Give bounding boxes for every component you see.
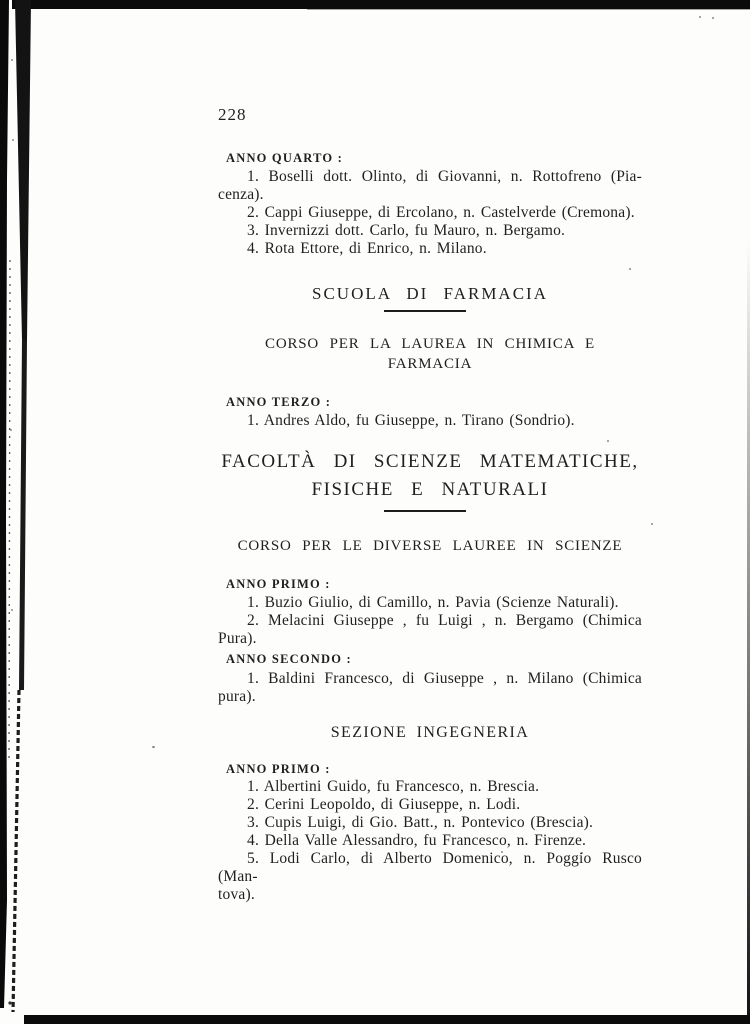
- year-label-anno-quarto: ANNO QUARTO :: [226, 151, 344, 165]
- section-divider: [384, 510, 466, 512]
- faculty-heading: [218, 448, 642, 504]
- entry-line: 1. Andres Aldo, fu Giuseppe, n. Tirano (Sondrio).: [247, 412, 575, 429]
- page-number: 228: [218, 105, 247, 124]
- entry-line: 4. Rota Ettore, di Enrico, n. Milano.: [247, 240, 487, 257]
- scan-speck: [712, 17, 714, 19]
- page-content: [218, 0, 642, 904]
- entry-line: 3. Invernizzi dott. Carlo, fu Mauro, n. Bergamo.: [247, 222, 566, 239]
- entry-line: 1. Albertini Guido, fu Francesco, n. Brescia.: [247, 778, 540, 795]
- entry-line: Pura).: [218, 630, 257, 647]
- entry-line: 1. Buzio Giulio, di Camillo, n. Pavia (Scienze Naturali).: [247, 594, 619, 611]
- entry-line: tova).: [218, 886, 255, 903]
- entry-line: 5. Lodi Carlo, di Alberto Domenico, n. Poggio Rusco (Man-: [218, 850, 642, 885]
- faculty-heading-line1: FACOLTÀ DI SCIENZE MATEMATICHE,: [221, 451, 639, 472]
- scan-edge-bottom: [24, 1015, 750, 1024]
- entry-line: 1. Boselli dott. Olinto, di Giovanni, n. Rottofreno (Pia-: [247, 168, 642, 185]
- year-label-anno-terzo: ANNO TERZO :: [226, 395, 332, 409]
- scan-speck: [699, 16, 701, 18]
- entry-line: 3. Cupis Luigi, di Gio. Batt., n. Pontevico (Brescia).: [247, 814, 594, 831]
- faculty-heading-line2: FISICHE E NATURALI: [311, 479, 549, 500]
- scan-speck: [651, 523, 653, 525]
- entry-line: 2. Melacini Giuseppe , fu Luigi , n. Bergamo (Chimica: [247, 612, 642, 629]
- entry-line: 2. Cerini Leopoldo, di Giuseppe, n. Lodi.: [247, 796, 521, 813]
- entry-line: 2. Cappi Giuseppe, di Ercolano, n. Castelverde (Cremona).: [247, 204, 635, 221]
- year-label-anno-secondo: ANNO SECONDO :: [226, 652, 352, 666]
- year-label-anno-primo-ingegneria: ANNO PRIMO :: [226, 762, 331, 776]
- scan-binding-edge: [0, 0, 46, 1024]
- course-heading: CORSO PER LE DIVERSE LAUREE IN SCIENZE: [237, 538, 623, 554]
- year-label-anno-primo-scienze: ANNO PRIMO :: [226, 577, 331, 591]
- course-heading: CORSO PER LA LAUREA IN CHIMICA E FARMACIA: [265, 336, 595, 372]
- subsection-heading: SEZIONE INGEGNERIA: [330, 724, 530, 741]
- entry-line: 4. Della Valle Alessandro, fu Francesco, n. Firenze.: [247, 832, 587, 849]
- scan-speck: [152, 746, 155, 748]
- school-heading: SCUOLA DI FARMACIA: [312, 284, 548, 303]
- entry-line: cenza).: [218, 186, 264, 203]
- section-divider: [384, 310, 466, 312]
- entry-line: 1. Baldini Francesco, di Giuseppe , n. Milano (Chimica: [247, 670, 642, 687]
- entry-line: pura).: [218, 688, 256, 705]
